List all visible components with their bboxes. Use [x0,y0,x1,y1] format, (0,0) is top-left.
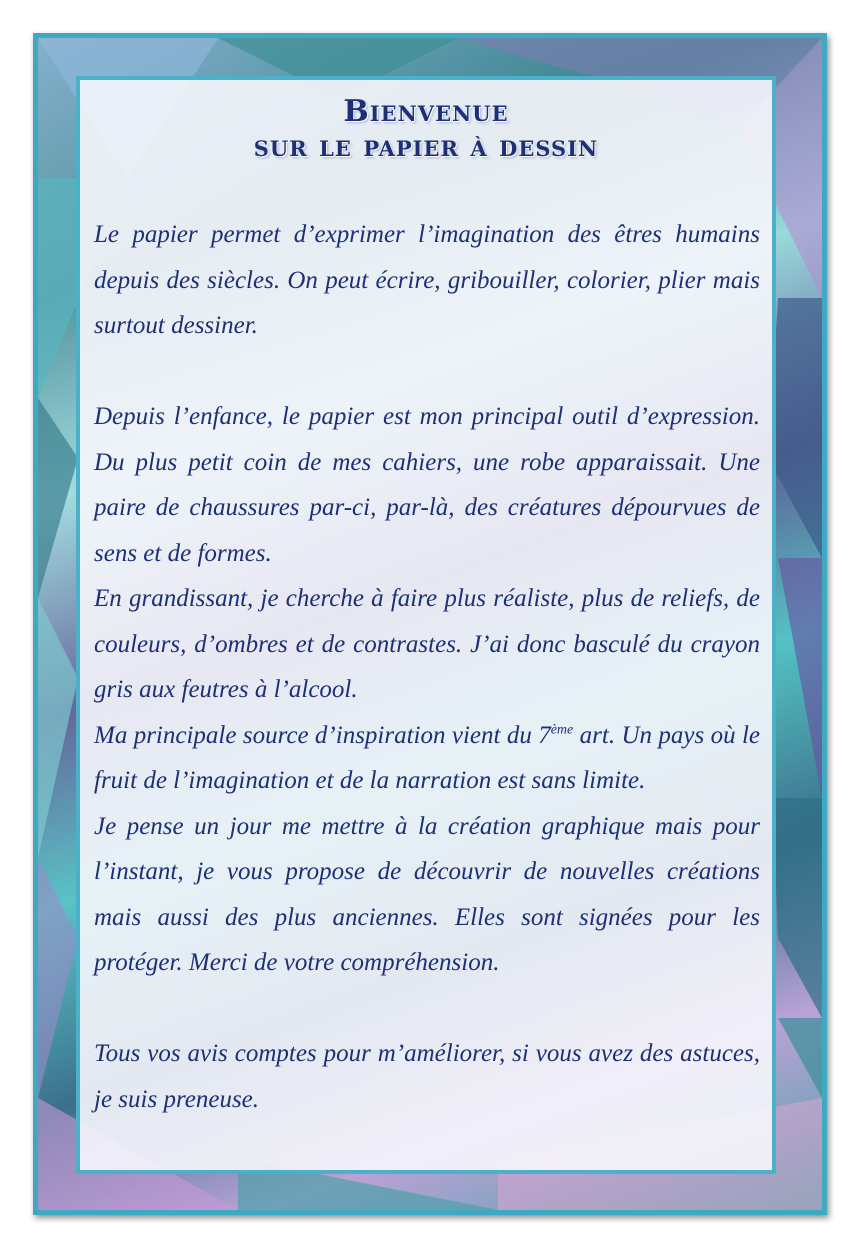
ordinal-superscript: ème [550,722,574,738]
title-line-1: Bienvenue [343,94,509,129]
paragraph-growing: En grandissant, je cherche à faire plus réaliste, plus de reliefs, de couleurs, d’ombres et de contrastes. J’ai donc basculé du crayon gris aux feutres à l’alcool. [94,585,760,703]
inspiration-text-end: art. Un pays où le fruit de l’imagination et de la narration est sans limite. [94,721,760,794]
welcome-text [94,212,760,1122]
paragraph-childhood: Depuis l’enfance, le papier est mon principal outil d’expression. Du plus petit coin de mes cahiers, une robe apparaissait. Une paire de chaussures par-ci, par-là, des créatures dépourvues de sens et de formes. [94,403,760,567]
crystal-background-frame [33,33,827,1215]
title-line-2: sur le papier à dessin [253,129,599,164]
paragraph-feedback: Tous vos avis comptes pour m’améliorer, si vous avez des astuces, je suis preneuse. [94,1040,760,1113]
paragraph-inspiration [94,713,760,804]
page-title [80,94,772,164]
paragraph-intro: Le papier permet d’exprimer l’imagination des êtres humains depuis des siècles. On peut écrire, gribouiller, colorier, plier mais surtout dessiner. [94,221,760,339]
inspiration-text-start: Ma principale source d’inspiration vient du 7 [94,721,551,749]
content-panel [76,76,776,1174]
paragraph-future: Je pense un jour me mettre à la création graphique mais pour l’instant, je vous propose de découvrir de nouvelles créations mais aussi des plus anciennes. Elles sont signées pour les protéger. Merci de votre compréhension. [94,812,760,976]
